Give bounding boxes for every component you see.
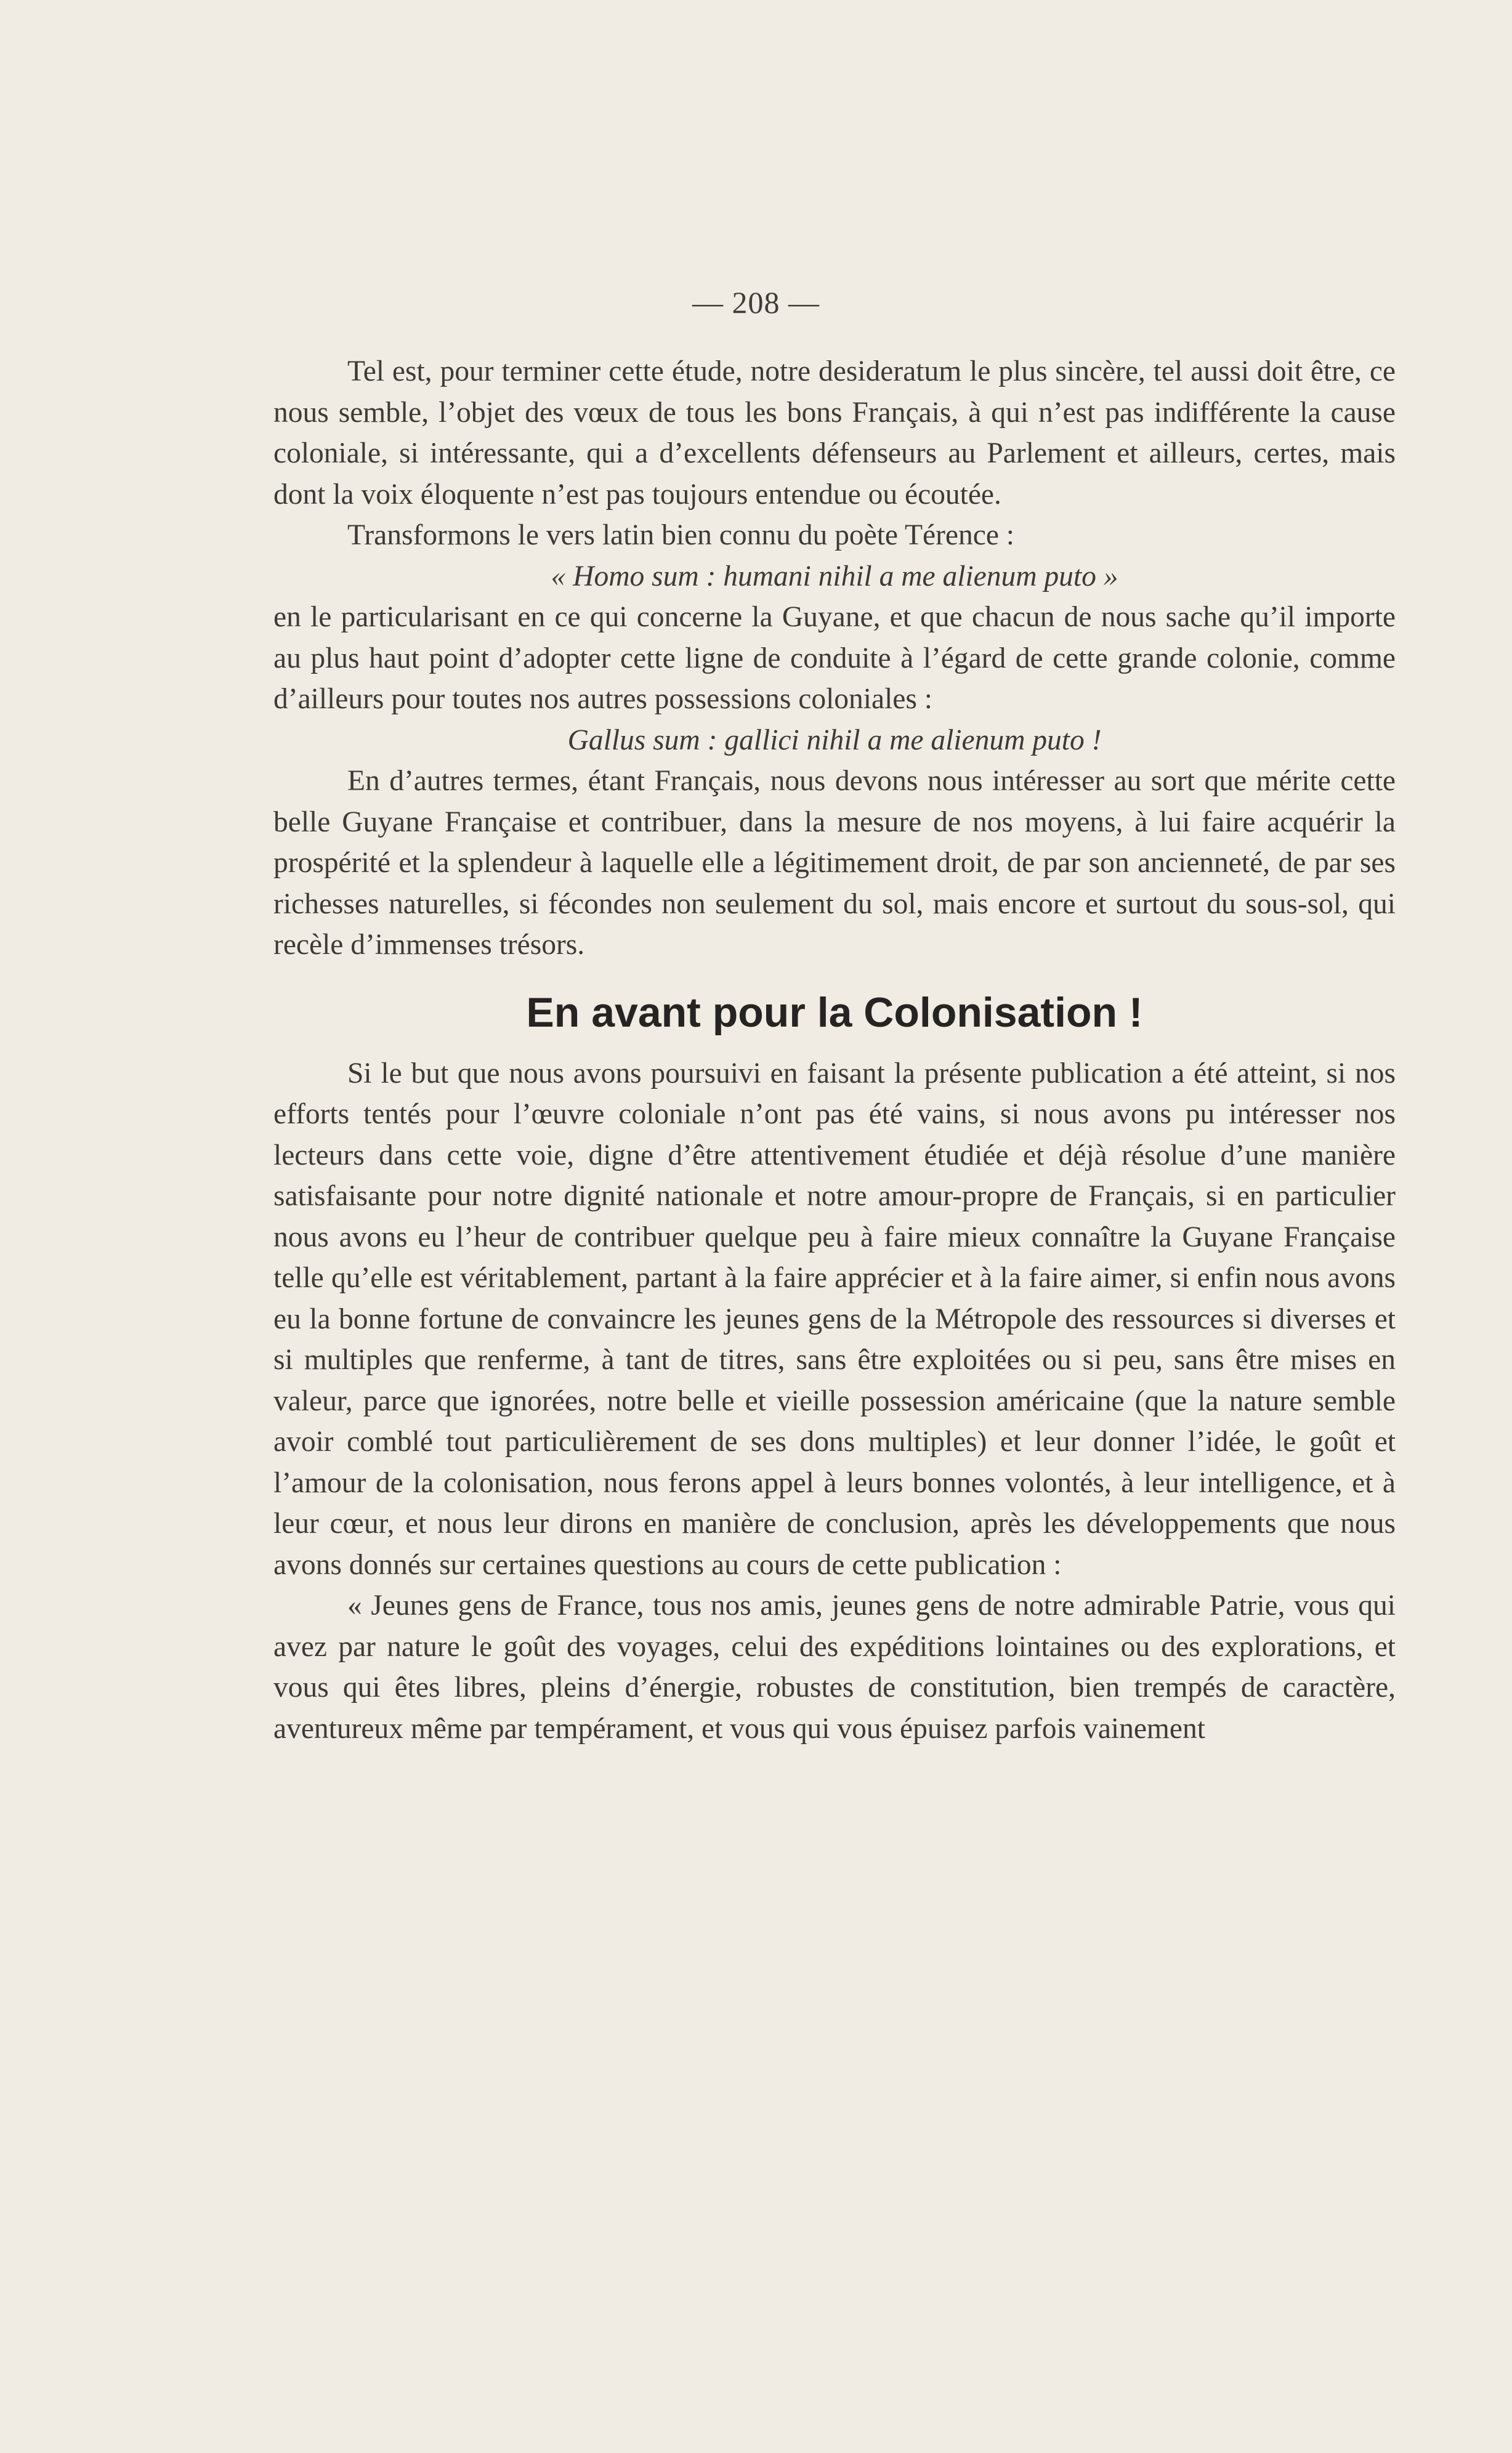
paragraph-en-d-autres-termes: En d’autres termes, étant Français, nous devons nous intéresser au sort que mérite cette belle Guyane Française et contribuer, dans la mesure de nos moyens, à lui faire acquérir la prospérité et la splendeur à laquelle elle a légitimement droit, de par son ancienneté, de par ses richesses naturelles, si fécondes non seulement du sol, mais encore et surtout du sous-sol, qui recèle d’immenses trésors. xyxy=(273,765,1396,961)
section-heading: En avant pour la Colonisation ! xyxy=(526,988,1143,1036)
text-column xyxy=(273,351,1396,1749)
quote-terence: « Homo sum : humani nihil a me alienum puto » xyxy=(551,560,1118,592)
paragraph-terence-intro: Transformons le vers latin bien connu du poète Térence : xyxy=(347,519,1014,551)
paragraph-continuation: en le particularisant en ce qui concerne la Guyane, et que chacun de nous sache qu’il importe au plus haut point d’adopter cette ligne de conduite à l’égard de cette grande colonie, comme d’ailleurs pour toutes nos autres possessions coloniales : xyxy=(273,601,1396,715)
paragraph-si-le-but: Si le but que nous avons poursuivi en faisant la présente publication a été atteint, si nos efforts tentés pour l’œuvre coloniale n’ont pas été vains, si nous avons pu intéresser nos lecteurs dans cette voie, digne d’être attentivement étudiée et déjà résolue d’une manière satisfaisante pour notre dignité nationale et notre amour-propre de Français, si en particulier nous avons eu l’heur de contribuer quelque peu à faire mieux connaître la Guyane Française telle qu’elle est véritablement, partant à la faire apprécier et à la faire aimer, si enfin nous avons eu la bonne fortune de convaincre les jeunes gens de la Métropole des ressources si diverses et si multiples que renferme, à tant de titres, sans être exploitées ou si peu, sans être mises en valeur, parce que ignorées, notre belle et vieille possession américaine (que la nature semble avoir comblé tout particulièrement de ses dons multiples) et leur donner l’idée, le goût et l’amour de la colonisation, nous ferons appel à leurs bonnes volontés, à leur intelligence, et à leur cœur, et nous leur dirons en manière de conclusion, après les développements que nous avons donnés sur certaines questions au cours de cette publication : xyxy=(273,1057,1396,1581)
quote-gallus: Gallus sum : gallici nihil a me alienum puto ! xyxy=(567,724,1102,756)
page-number: — 208 — xyxy=(692,285,820,320)
paragraph-desideratum: Tel est, pour terminer cette étude, notre desideratum le plus sincère, tel aussi doit être, ce nous semble, l’objet des vœux de tous les bons Français, à qui n’est pas indifférente la cause coloniale, si intéressante, qui a d’excellents défenseurs au Parlement et ailleurs, certes, mais dont la voix éloquente n’est pas toujours entendue ou écoutée. xyxy=(273,355,1396,511)
paragraph-jeunes-gens: « Jeunes gens de France, tous nos amis, jeunes gens de notre admirable Patrie, vous qui avez par nature le goût des voyages, celui des expéditions lointaines ou des explorations, et vous qui êtes libres, pleins d’énergie, robustes de constitution, bien trempés de caractère, aventureux même par tempérament, et vous qui vous épuisez parfois vainement xyxy=(273,1590,1396,1745)
